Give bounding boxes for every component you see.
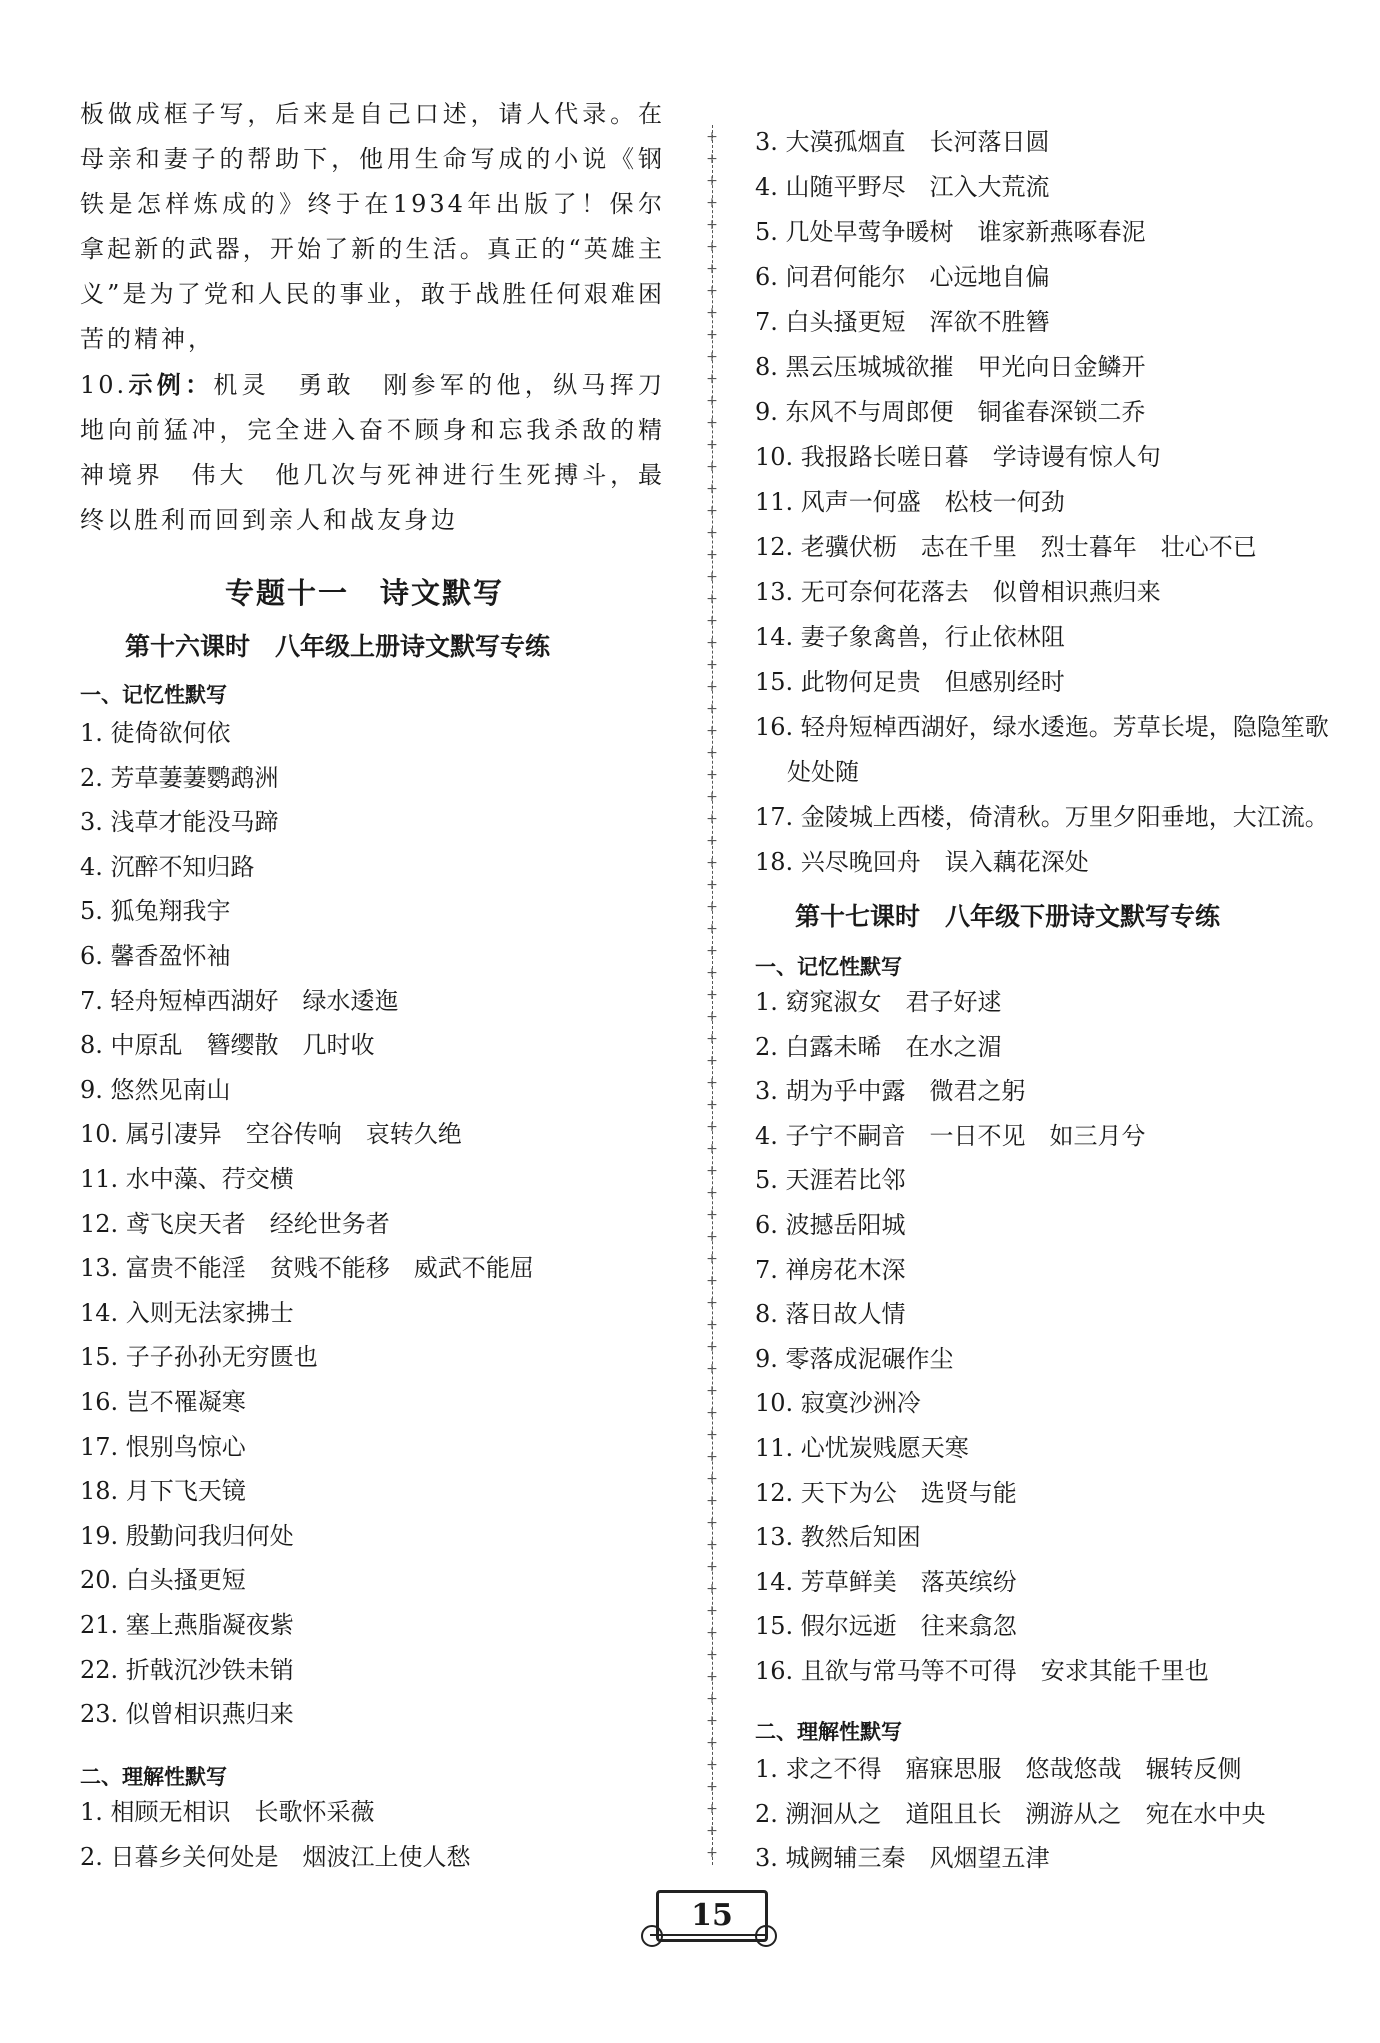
list-item: 16. 岂不罹凝寒 [80,1388,246,1416]
divider-plus-mark: + [706,1779,718,1795]
divider-plus-mark: + [706,393,718,409]
list-item: 3. 城阙辅三秦 风烟望五津 [755,1844,1050,1873]
divider-plus-mark: + [706,195,718,211]
list-item: 10. 寂寞沙洲冷 [755,1389,921,1418]
section-title-understanding: 二、理解性默写 [80,1765,227,1789]
list-item: 12. 老骥伏枥 志在千里 烈士暮年 壮心不已 [755,533,1257,561]
list-item: 1. 徒倚欲何依 [80,719,231,747]
divider-plus-mark: + [706,1361,718,1377]
divider-plus-mark: + [706,129,718,145]
divider-plus-mark: + [706,1163,718,1179]
example-label: 示例： [127,370,214,399]
divider-plus-mark: + [706,1251,718,1267]
divider-plus-mark: + [706,833,718,849]
list-item: 5. 狐兔翔我宇 [80,897,231,926]
list-item: 18. 兴尽晚回舟 误入藕花深处 [755,848,1089,876]
divider-plus-mark: + [706,1537,718,1553]
list-item: 7. 轻舟短棹西湖好 绿水逶迤 [80,986,399,1015]
divider-plus-mark: + [706,459,718,475]
divider-plus-mark: + [706,613,718,629]
divider-plus-mark: + [706,481,718,497]
divider-plus-mark: + [706,1097,718,1113]
list-item: 5. 几处早莺争暖树 谁家新燕啄春泥 [755,218,1146,246]
divider-plus-mark: + [706,1383,718,1399]
divider-plus-mark: + [706,1603,718,1619]
list-item: 15. 假尔远逝 往来翕忽 [755,1612,1017,1641]
divider-plus-mark: + [706,635,718,651]
divider-plus-mark: + [706,1515,718,1531]
divider-plus-mark: + [706,943,718,959]
list-item: 8. 中原乱 簪缨散 几时收 [80,1031,375,1060]
divider-plus-mark: + [706,261,718,277]
list-item: 2. 白露未晞 在水之湄 [755,1032,1002,1061]
divider-plus-mark: + [706,1669,718,1685]
list-item: 19. 殷勤问我归何处 [80,1521,294,1550]
page-number: 15 [656,1890,768,1942]
divider-plus-mark: + [706,1735,718,1751]
list-item: 14. 入则无法家拂士 [80,1298,294,1327]
divider-plus-mark: + [706,173,718,189]
list-item: 4. 子宁不嗣音 一日不见 如三月兮 [755,1121,1146,1150]
list-item: 13. 富贵不能淫 贫贱不能移 威武不能屈 [80,1254,534,1283]
list-item: 23. 似曾相识燕归来 [80,1700,294,1729]
item-number: 10. [80,371,128,399]
list-item: 3. 浅草才能没马蹄 [80,808,279,837]
divider-plus-mark: + [706,1823,718,1839]
list-item: 6. 馨香盈怀袖 [80,942,231,970]
list-item: 2. 芳草萋萋鹦鹉洲 [80,763,279,792]
list-item: 12. 天下为公 选贤与能 [755,1478,1017,1507]
list-item: 11. 风声一何盛 松枝一何劲 [755,488,1065,516]
divider-plus-mark: + [706,1295,718,1311]
lesson-title: 第十六课时 八年级上册诗文默写专练 [125,632,551,661]
divider-plus-mark: + [706,151,718,167]
list-item: 3. 大漠孤烟直 长河落日圆 [755,128,1050,156]
divider-plus-mark: + [706,1449,718,1465]
divider-plus-mark: + [706,855,718,871]
list-item: 15. 此物何足贵 但感别经时 [755,668,1065,696]
list-item: 21. 塞上燕脂凝夜紫 [80,1611,294,1639]
list-item: 4. 沉醉不知归路 [80,852,255,881]
list-item: 16. 且欲与常马等不可得 安求其能千里也 [755,1657,1209,1685]
divider-plus-mark: + [706,503,718,519]
list-item: 6. 问君何能尔 心远地自偏 [755,263,1050,291]
divider-plus-mark: + [706,1339,718,1355]
divider-plus-mark: + [706,1625,718,1641]
divider-plus-mark: + [706,591,718,607]
divider-plus-mark: + [706,371,718,387]
divider-plus-mark: + [706,657,718,673]
divider-plus-mark: + [706,965,718,981]
divider-plus-mark: + [706,1229,718,1245]
divider-plus-mark: + [706,525,718,541]
list-item: 1. 窈窕淑女 君子好逑 [755,988,1002,1016]
divider-plus-mark: + [706,1273,718,1289]
list-item: 20. 白头搔更短 [80,1566,246,1595]
answer-item-10 [80,362,665,543]
divider-plus-mark: + [706,789,718,805]
divider-plus-mark: + [706,745,718,761]
list-item: 13. 教然后知困 [755,1523,921,1552]
divider-plus-mark: + [706,1845,718,1861]
list-item: 2. 溯洄从之 道阻且长 溯游从之 宛在水中央 [755,1799,1266,1828]
divider-plus-mark: + [706,877,718,893]
list-item: 14. 芳草鲜美 落英缤纷 [755,1567,1017,1596]
list-item: 2. 日暮乡关何处是 烟波江上使人愁 [80,1842,471,1871]
divider-plus-mark: + [706,1405,718,1421]
divider-plus-mark: + [706,921,718,937]
divider-plus-mark: + [706,437,718,453]
list-item: 9. 东风不与周郎便 铜雀春深锁二乔 [755,398,1146,426]
divider-plus-mark: + [706,1757,718,1773]
section-title-memory: 一、记忆性默写 [80,683,227,707]
intro-paragraph: 板做成框子写，后来是自己口述，请人代录。在母亲和妻子的帮助下，他用生命写成的小说《钢铁是怎样炼成的》终于在1934年出版了！保尔拿起新的武器，开始了新的生活。真正的“英雄主义”是为了党和人民的事业，敢于战胜任何艰难困苦的精神， [80,100,665,353]
list-item: 7. 禅房花木深 [755,1255,906,1284]
divider-plus-mark: + [706,1581,718,1597]
list-item: 1. 相顾无相识 长歌怀采薇 [80,1798,375,1826]
divider-plus-mark: + [706,1075,718,1091]
list-item: 1. 求之不得 寤寐思服 悠哉悠哉 辗转反侧 [755,1755,1242,1783]
divider-plus-mark: + [706,239,718,255]
divider-plus-mark: + [706,1801,718,1817]
divider-plus-mark: + [706,811,718,827]
divider-plus-mark: + [706,569,718,585]
list-item: 13. 无可奈何花落去 似曾相识燕归来 [755,578,1161,606]
list-item: 11. 水中藻、荇交横 [80,1165,294,1193]
list-item: 17. 金陵城上西楼，倚清秋。万里夕阳垂地，大江流。 [755,803,1329,831]
divider-plus-mark: + [706,1185,718,1201]
lesson-title-2: 第十七课时 八年级下册诗文默写专练 [795,902,1221,931]
divider-plus-mark: + [706,1691,718,1707]
example-text: 机灵 勇敢 刚参军的他，纵马挥刀地向前猛冲，完全进入奋不顾身和忘我杀敌的精神境界 伟大 他几次与死神进行生死搏斗，最终以胜利而回到亲人和战友身边 [80,371,666,534]
divider-plus-mark: + [706,987,718,1003]
divider-plus-mark: + [706,1207,718,1223]
list-item: 16. 轻舟短棹西湖好，绿水逶迤。芳草长堤，隐隐笙歌 [755,713,1329,741]
divider-plus-mark: + [706,1119,718,1135]
section-title-memory-2: 一、记忆性默写 [755,955,902,979]
divider-plus-mark: + [706,1031,718,1047]
divider-plus-mark: + [706,327,718,343]
topic-title: 专题十一 诗文默写 [225,576,505,610]
list-item: 8. 黑云压城城欲摧 甲光向日金鳞开 [755,353,1146,381]
divider-plus-mark: + [706,1427,718,1443]
list-item: 10. 我报路长嗟日暮 学诗谩有惊人句 [755,443,1161,471]
list-item: 6. 波撼岳阳城 [755,1211,906,1239]
section-title-understanding-2: 二、理解性默写 [755,1720,902,1744]
divider-plus-mark: + [706,1647,718,1663]
divider-plus-mark: + [706,723,718,739]
divider-plus-mark: + [706,283,718,299]
list-item: 12. 鸢飞戾天者 经纶世务者 [80,1209,390,1238]
list-item: 17. 恨别鸟惊心 [80,1432,246,1461]
divider-plus-mark: + [706,767,718,783]
divider-plus-mark: + [706,217,718,233]
list-item: 10. 属引凄异 空谷传响 哀转久绝 [80,1120,462,1149]
list-item: 18. 月下飞天镜 [80,1477,246,1506]
list-item: 4. 山随平野尽 江入大荒流 [755,173,1050,201]
divider-plus-mark: + [706,679,718,695]
divider-plus-mark: + [706,1141,718,1157]
divider-plus-mark: + [706,415,718,431]
divider-plus-mark: + [706,1493,718,1509]
divider-plus-mark: + [706,305,718,321]
divider-plus-mark: + [706,349,718,365]
list-item: 8. 落日故人情 [755,1300,906,1329]
list-item: 9. 零落成泥碾作尘 [755,1344,954,1373]
list-item: 3. 胡为乎中露 微君之躬 [755,1077,1026,1106]
divider-plus-mark: + [706,1053,718,1069]
list-item: 5. 天涯若比邻 [755,1166,906,1195]
divider-plus-mark: + [706,1009,718,1025]
divider-plus-mark: + [706,1713,718,1729]
list-item: 15. 子子孙孙无穷匮也 [80,1343,318,1372]
list-item: 11. 心忧炭贱愿天寒 [755,1434,969,1462]
list-item: 14. 妻子象禽兽，行止依林阻 [755,623,1065,651]
divider-plus-mark: + [706,547,718,563]
divider-plus-mark: + [706,701,718,717]
divider-plus-mark: + [706,1317,718,1333]
list-item: 7. 白头搔更短 浑欲不胜簪 [755,308,1050,336]
divider-plus-mark: + [706,1559,718,1575]
divider-plus-mark: + [706,1471,718,1487]
divider-plus-mark: + [706,899,718,915]
list-item: 22. 折戟沉沙铁未销 [80,1655,294,1684]
list-item: 处处随 [787,758,859,786]
list-item: 9. 悠然见南山 [80,1075,231,1104]
